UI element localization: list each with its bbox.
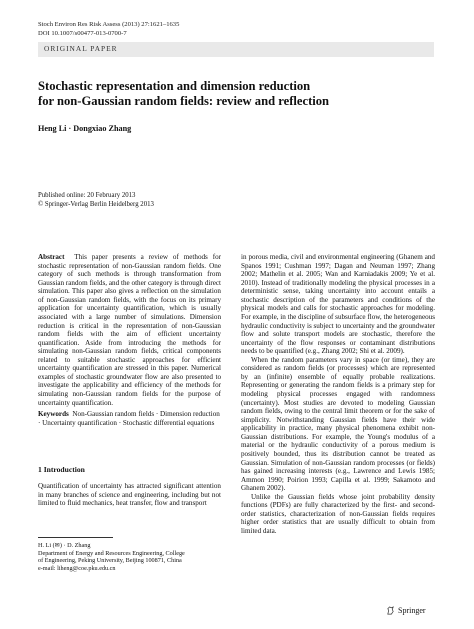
affiliation <box>38 542 185 572</box>
section-heading: 1 Introduction <box>38 465 85 474</box>
title-line: Stochastic representation and dimension reduction <box>38 79 311 93</box>
publication-info <box>38 192 154 209</box>
right-paragraph-3: Unlike the Gaussian fields whose joint probability density functions (PDFs) are fully characterized by the first- and second-order statistics, characterization of non-Gaussian fields requires higher order statistics that are usually difficult to obtain from limited data. <box>241 492 435 535</box>
keywords-heading: Keywords <box>38 410 69 418</box>
copyright: © Springer-Verlag Berlin Heidelberg 2013 <box>38 200 154 208</box>
affiliation-dept: Department of Energy and Resources Engineering, College <box>38 549 185 557</box>
doi: DOI 10.1007/s00477-013-0700-7 <box>38 30 127 37</box>
publisher-name: Springer <box>398 606 426 615</box>
affiliation-school: of Engineering, Peking University, Beijing 100871, China <box>38 557 182 565</box>
affiliation-names: H. Li (✉) · D. Zhang <box>38 542 91 549</box>
authors: Heng Li · Dongxiao Zhang <box>38 124 132 133</box>
intro-paragraph: Quantification of uncertainty has attracted significant attention in many branches of science and engineering, including but not limited to fluid mechanics, heat transfer, flow and transport <box>38 482 221 508</box>
abstract-heading: Abstract <box>38 253 65 261</box>
published-date: Published online: 20 February 2013 <box>38 192 136 199</box>
journal-citation: Stoch Environ Res Risk Assess (2013) 27:1621–1635 <box>38 21 180 28</box>
keywords-text: Non-Gaussian random fields · Dimension reduction · Uncertainty quantification · Stochastic differential equations <box>38 410 220 427</box>
abstract <box>38 253 221 407</box>
paper-title <box>38 79 434 109</box>
title-line: for non-Gaussian random fields: review and reflection <box>38 94 330 108</box>
abstract-text: This paper presents a review of methods for stochastic representation of non-Gaussian random fields. One category of such methods is through transformation from Gaussian random fields, and the other category is through direct simulation. This paper also gives a reflection on the simulation of non-Gaussian random fields, with the focus on its primary application for uncertainty quantification, which is usually associated with a large number of simulations. Dimension reduction is critical in the representation of non-Gaussian random fields with the aim of efficient uncertainty quantification. Aside from introducing the methods for simulating non-Gaussian random fields, critical components related to suitable stochastic approaches for efficient uncertainty quantification are stressed in this paper. Numerical examples of stochastic groundwater flow are also presented to investigate the applicability and efficiency of the methods for simulating non-Gaussian random fields for the purpose of uncertainty quantification. <box>38 253 221 407</box>
footnote-rule <box>38 537 113 538</box>
publisher-logo <box>386 606 426 615</box>
intro-text <box>38 482 221 508</box>
affiliation-email: e-mail: liheng@coe.pku.edu.cn <box>38 564 116 572</box>
springer-horse-icon <box>386 606 395 615</box>
keywords <box>38 410 221 427</box>
article-type-bar <box>38 42 434 57</box>
article-type: ORIGINAL PAPER <box>44 44 118 53</box>
right-paragraph-2: When the random parameters vary in space (or time), they are considered as random fields (or processes) which are represented by an (infinite) ensemble of equally probable realizations. Representing or generating the random fields is a primary step for modeling physical processes engaged with randomness (uncertainty). Most studies are devoted to modeling Gaussian random fields, owing to the central limit theorem or for the sake of simplicity. Notwithstanding Gaussian fields have their wide applicability in practice, many physical phenomena exhibit non-Gaussian distributions. For example, the Young's modulus of a material or the hydraulic conductivity of a porous medium is positively bounded, thus its distribution cannot be treated as Gaussian. Simulation of non-Gaussian random processes (or fields) has gained increasing interests (e.g., Lawrence and Lewis 1985; Ammon 1990; Poirion 1993; Capilla et al. 1999; Sakamoto and Ghanem 2002). <box>241 355 435 493</box>
right-paragraph-1: in porous media, civil and environmental engineering (Ghanem and Spanos 1991; Cushman 1997; Dagan and Neuman 1997; Zhang 2002; Mathelin et al. 2005; Wan and Karniadakis 2009; Ye et al. 2010). Instead of traditionally modeling the physical processes in a deterministic sense, taking uncertainty into account entails a stochastic description of the parameters and conditions of the physical models and calls for stochastic approaches for modeling. For example, in the discipline of subsurface flow, the heterogeneous hydraulic conductivity is subject to uncertainty and the groundwater flow and solute transport models are stochastic, therefore the uncertainty of the flow responses or contaminant distributions needs to be quantified (e.g., Zhang 2002; Shi et al. 2009). <box>241 253 436 356</box>
right-column <box>241 253 435 536</box>
journal-meta <box>38 20 179 38</box>
